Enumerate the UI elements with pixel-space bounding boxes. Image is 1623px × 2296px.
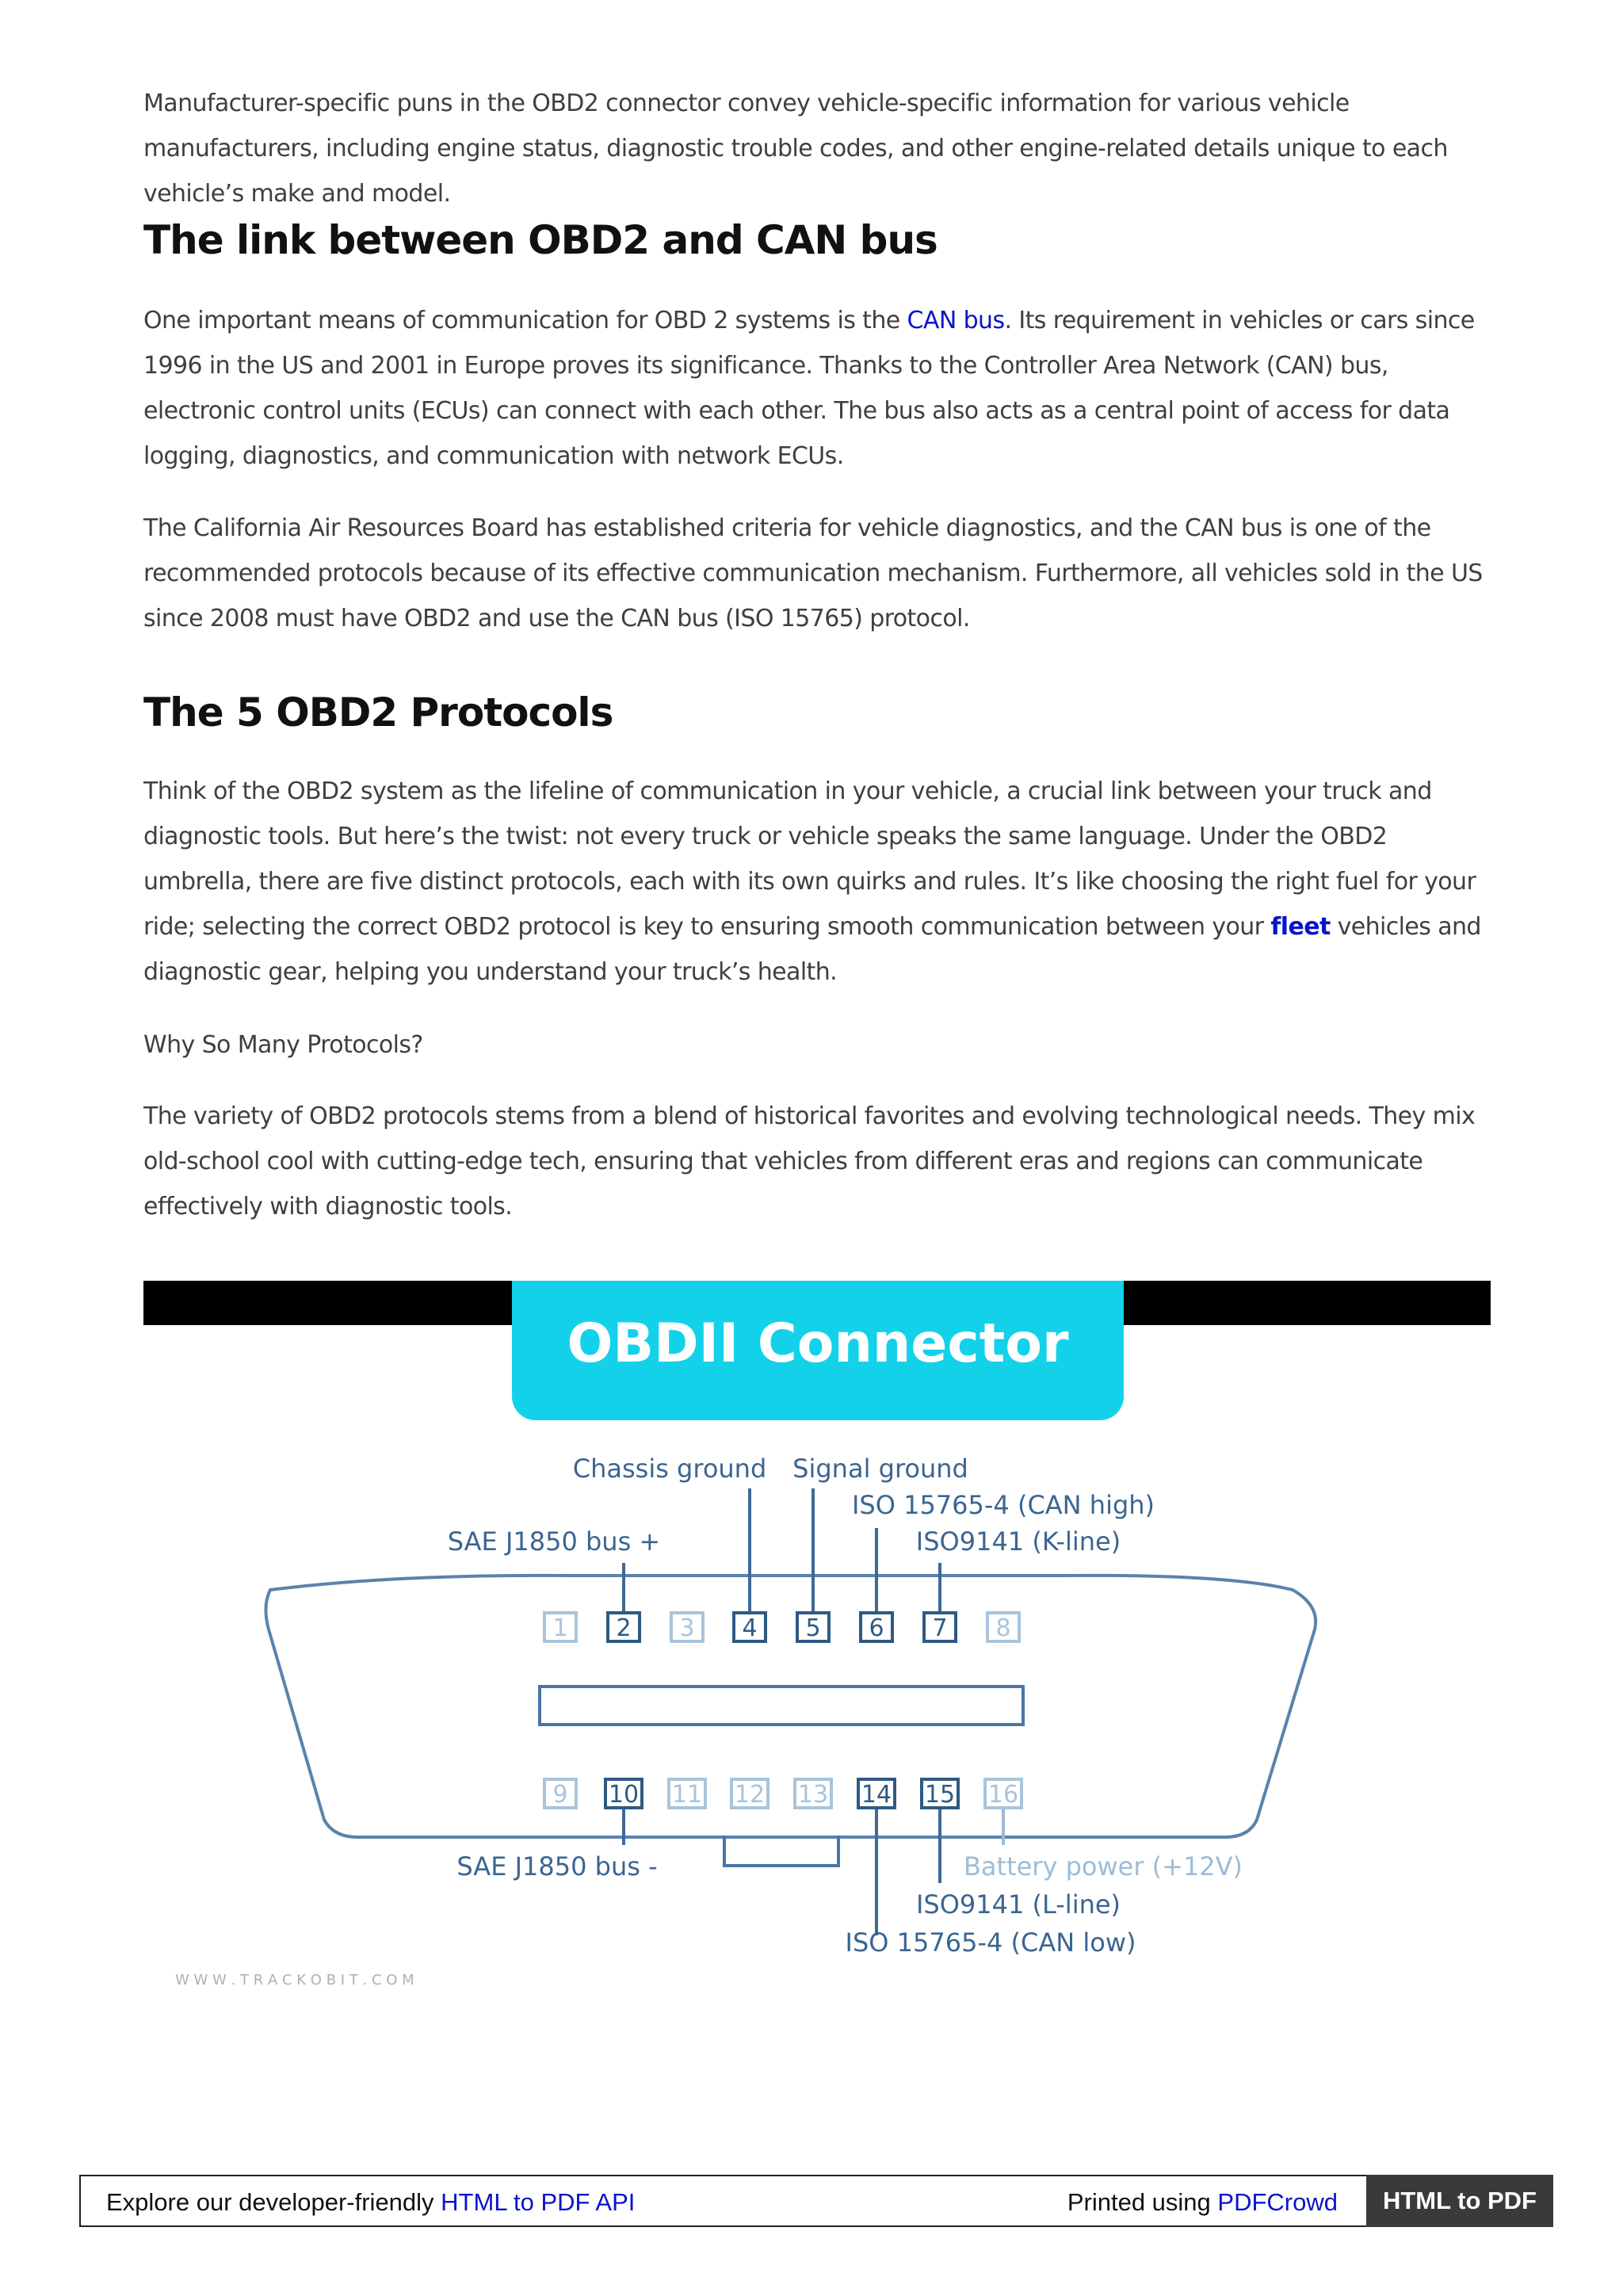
watermark: W W W . T R A C K O B I T . C O M	[175, 1972, 414, 1988]
protocols-text-after: vehicles and diagnostic gear, helping you understand your truck’s health.	[143, 913, 1481, 986]
carb-paragraph: The California Air Resources Board has established criteria for vehicle diagnostics, and the CAN bus is one of the recommended protocols because of its effective communication mechanism. Furthermore, all vehicles sold in the US since 2008 must have OBD2 and use the CAN bus (ISO 15765) protocol.	[143, 514, 1483, 632]
pin-14-label: 14	[861, 1781, 892, 1809]
heading-obd2-protocols: The 5 OBD2 Protocols	[143, 690, 613, 735]
label-k-line: ISO9141 (K-line)	[915, 1526, 1121, 1557]
pin-1-label: 1	[552, 1614, 568, 1642]
connector-outline	[265, 1576, 1316, 1837]
pin-7-label: 7	[932, 1614, 948, 1642]
footer-left-text: Explore our developer-friendly	[106, 2188, 441, 2216]
why-protocols-subheading: Why So Many Protocols?	[143, 1031, 423, 1059]
figure-title: OBDII Connector	[567, 1312, 1069, 1375]
top-pin-row	[544, 1613, 1019, 1642]
pin-12-label: 12	[734, 1781, 766, 1809]
can-text-before: One important means of communication for OBD 2 systems is the	[143, 307, 907, 334]
connector-key	[724, 1836, 838, 1866]
footer-right	[1067, 2188, 1338, 2217]
label-battery-power: Battery power (+12V)	[963, 1851, 1243, 1881]
pin-5-label: 5	[805, 1614, 821, 1642]
html-to-pdf-badge[interactable]: HTML to PDF	[1366, 2175, 1553, 2227]
title-banner-top	[512, 1281, 1124, 1312]
label-can-low: ISO 15765-4 (CAN low)	[845, 1927, 1136, 1958]
protocols-paragraph	[143, 769, 1491, 995]
label-l-line: ISO9141 (L-line)	[915, 1889, 1121, 1920]
can-bus-paragraph	[143, 298, 1491, 479]
leader-lines	[624, 1488, 940, 1935]
pin-10-label: 10	[608, 1781, 640, 1809]
pdfcrowd-footer	[79, 2175, 1553, 2227]
html-to-pdf-api-link[interactable]: HTML to PDF API	[441, 2188, 636, 2216]
pin-6-label: 6	[869, 1614, 884, 1642]
label-signal-ground: Signal ground	[792, 1454, 968, 1484]
bottom-pin-row	[544, 1779, 1022, 1809]
pin-4-label: 4	[742, 1614, 758, 1642]
pin-labels	[448, 1454, 1243, 1958]
label-can-high: ISO 15765-4 (CAN high)	[851, 1490, 1155, 1520]
intro-paragraph: Manufacturer-specific puns in the OBD2 connector convey vehicle-specific information for various vehicle manufacturers, including engine status, diagnostic trouble codes, and other engine-related details unique to each vehicle’s make and model.	[143, 90, 1448, 208]
pin-13-label: 13	[797, 1781, 829, 1809]
variety-paragraph: The variety of OBD2 protocols stems from a blend of historical favorites and evolving technological needs. They mix old-school cool with cutting-edge tech, ensuring that vehicles from different eras and regions can communicate effectively with diagnostic tools.	[143, 1102, 1476, 1221]
label-chassis-ground: Chassis ground	[572, 1454, 767, 1484]
protocols-text-before: Think of the OBD2 system as the lifeline of communication in your vehicle, a crucial link between your truck and diagnostic tools. But here’s the twist: not every truck or vehicle speaks the same language. Under the OBD2 umbrella, there are five distinct protocols, each with its own quirks and rules. It’s like choosing the right fuel for your ride; selecting the correct OBD2 protocol is key to ensuring smooth communication between your	[143, 777, 1476, 941]
pin-3-label: 3	[679, 1614, 695, 1642]
heading-obd2-can-bus: The link between OBD2 and CAN bus	[143, 217, 938, 263]
footer-right-text: Printed using	[1067, 2188, 1218, 2216]
pin-15-label: 15	[924, 1781, 956, 1809]
fleet-link[interactable]: fleet	[1270, 913, 1331, 941]
pin-16-label: 16	[987, 1781, 1019, 1809]
label-j1850-minus: SAE J1850 bus -	[456, 1851, 658, 1881]
connector-slot	[540, 1687, 1023, 1725]
pin-9-label: 9	[552, 1781, 568, 1809]
obdii-diagram	[143, 1281, 1491, 1994]
pdfcrowd-link[interactable]: PDFCrowd	[1217, 2188, 1338, 2216]
pin-8-label: 8	[995, 1614, 1011, 1642]
can-bus-link[interactable]: CAN bus	[907, 307, 1005, 334]
pin-11-label: 11	[671, 1781, 703, 1809]
label-j1850-plus: SAE J1850 bus +	[447, 1526, 661, 1557]
footer-left	[106, 2188, 635, 2217]
pin-2-label: 2	[616, 1614, 632, 1642]
obdii-connector-figure	[143, 1281, 1491, 1994]
can-text-after: . Its requirement in vehicles or cars since 1996 in the US and 2001 in Europe proves its significance. Thanks to the Controller Area Network (CAN) bus, electronic control units (ECUs) can connect with each other. The bus also acts as a central point of access for data logging, diagnostics, and communication with network ECUs.	[143, 307, 1475, 470]
